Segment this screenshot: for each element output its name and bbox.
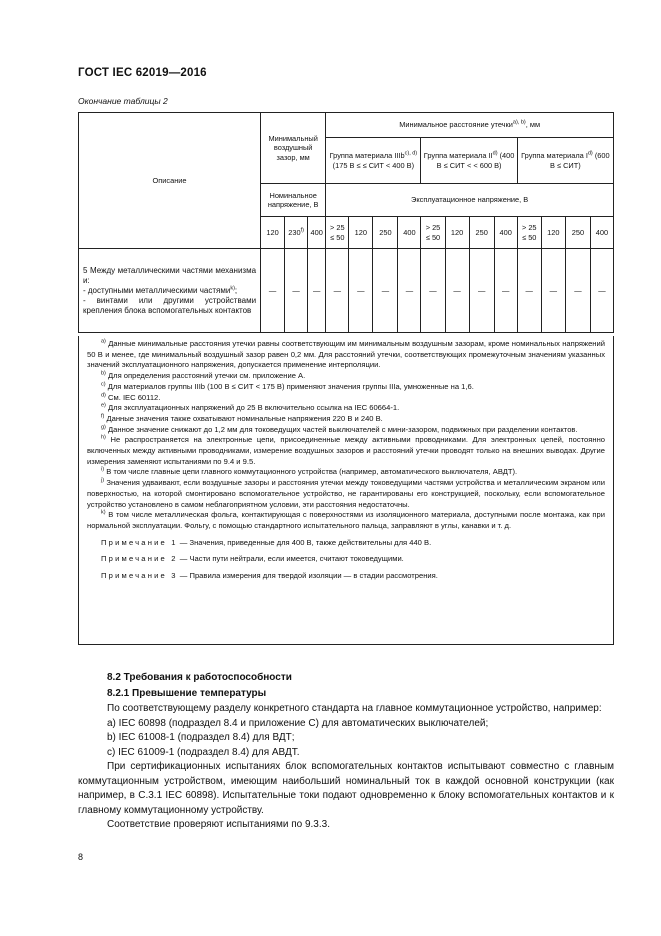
- paragraph: По соответствующему разделу конкретного стандарта на главное коммутационное устройство, например:: [107, 703, 602, 714]
- section-title: 8.2 Требования к работоспособности: [107, 672, 292, 683]
- voltage-cell: > 25 ≤ 50: [326, 217, 349, 249]
- voltage-cell: 250: [373, 217, 398, 249]
- table-cell-dash: —: [285, 249, 308, 333]
- voltage-cell: > 25 ≤ 50: [517, 217, 541, 249]
- voltage-cell: 250: [469, 217, 494, 249]
- header-min-creepage: Минимальное расстояние утечки$^{a), b)}$, мм: [326, 113, 614, 138]
- table-caption: Окончание таблицы 2: [78, 96, 168, 106]
- row-5-line-1: 5 Между металлическими частями механизма и:: [83, 265, 257, 285]
- voltage-cell: 250: [565, 217, 590, 249]
- header-operational-voltage: Эксплуатационное напряжение, В: [326, 184, 614, 217]
- page-number: 8: [78, 852, 84, 862]
- footnote: $^{g)}$ Данное значение снижают до 1,2 мм для токоведущих частей выключателей с мини-зазором, подвижных при разделении контактов.: [101, 424, 578, 434]
- table-note: Примечание 3 — Правила измерения для твердой изоляции — в стадии рассмотрения.: [101, 571, 438, 581]
- voltage-cell: 400: [590, 217, 613, 249]
- table-cell-dash: —: [590, 249, 613, 333]
- footnote: $^{e)}$ Для эксплуатационных напряжений до 25 В включительно ссылка на IEC 60664-1.: [101, 402, 400, 413]
- table-cell-dash: —: [349, 249, 373, 333]
- list-item: b) IEC 61008-1 (подраздел 8.4) для ВДТ;: [107, 732, 295, 743]
- row-5-line-3: - винтами или другими устройствами крепления блока вспомогательных контактов: [83, 295, 257, 315]
- list-item: a) IEC 60898 (подраздел 8.4 и приложение С) для автоматических выключателей;: [107, 717, 489, 729]
- footnote: $^{h)}$ Не распространяется на электронные цепи, присоединенные между активными проводниками. Для электронных цепей, постоянно включенных между активными проводниками, измерение воздушных зазоров и расстояний утечки проводят только на внешних выводах. Другие измерения заменяют испытаниями по 9.4 и 9.5.: [87, 434, 605, 466]
- voltage-cell: > 25 ≤ 50: [421, 217, 445, 249]
- document-header: ГОСТ IEC 62019—2016: [78, 67, 207, 79]
- clearance-table: [78, 112, 614, 333]
- table-footnotes: [78, 336, 614, 645]
- table-cell-dash: —: [421, 249, 445, 333]
- table-cell-dash: —: [517, 249, 541, 333]
- footnote: $^{k)}$ В том числе металлическая фольга, контактирующая с поверхностями из изоляционного материала, доступными после монтажа, как при нормальной эксплуатации. Фольгу, с помощью стандартного испытательного пальца, заправляют в углы, канавки и т. д.: [87, 509, 605, 530]
- table-cell-dash: —: [373, 249, 398, 333]
- list-item: c) IEC 61009-1 (подраздел 8.4) для АВДТ.: [107, 746, 300, 758]
- table-cell-dash: —: [398, 249, 421, 333]
- header-group-1: Группа материала $I^{d)}$ (600 В ≤ СИТ): [517, 138, 613, 184]
- footnote: $^{a)}$ Данные минимальные расстояния утечки равны соответствующим им минимальным воздушным зазорам, кроме номинальных напряжений 50 В и менее, где минимальный воздушный зазор равен 0,2 мм. Для расстояний утечки, соответствующих промежуточным значениям указанных значений эксплуатационного напряжения, допускается применение интерполяции.: [87, 338, 605, 370]
- row-5-description: [79, 249, 261, 333]
- table-cell-dash: —: [308, 249, 326, 333]
- voltage-cell: 230$^{f)}$: [285, 217, 308, 249]
- row-5-line-2: - доступными металлическими частями$^{k)}$;: [83, 284, 238, 295]
- footnote: $^{j)}$ Значения удваивают, если воздушные зазоры и расстояния утечки между токоведущими частями устройства и металлическим экраном или поверхностью, на которой смонтировано вспомогательное устройство, не гарантированы его конструкцией, поскольку, если вспомогательное устройство установлено в самом неблагоприятном условии, эти расстояния недостаточны.: [87, 477, 605, 509]
- header-rated-voltage: Номинальное напряжение, В: [261, 184, 326, 217]
- table-cell-dash: —: [326, 249, 349, 333]
- footnote: $^{f)}$ Данные значения также охватывают номинальные напряжения 220 В и 240 В.: [101, 413, 383, 423]
- footnote: $^{b)}$ Для определения расстояний утечки см. приложение А.: [101, 370, 306, 381]
- voltage-cell: 120: [261, 217, 285, 249]
- table-cell-dash: —: [494, 249, 517, 333]
- table-cell-dash: —: [541, 249, 565, 333]
- voltage-cell: 120: [349, 217, 373, 249]
- header-min-air-gap: Минимальный воздушный зазор, мм: [261, 113, 326, 184]
- table-cell-dash: —: [565, 249, 590, 333]
- voltage-cell: 120: [445, 217, 469, 249]
- voltage-cell: 400: [398, 217, 421, 249]
- table-cell-dash: —: [261, 249, 285, 333]
- section-body: [78, 702, 614, 833]
- table-cell-dash: —: [445, 249, 469, 333]
- voltage-cell: 400: [308, 217, 326, 249]
- table-note: Примечание 1 — Значения, приведенные для 400 В, также действительны для 440 В.: [101, 537, 432, 547]
- footnote: $^{i)}$ В том числе главные цепи главного коммутационного устройства (например, автоматического выключателя, АВДТ).: [101, 466, 518, 477]
- voltage-cell: 120: [541, 217, 565, 249]
- header-description: Описание: [79, 113, 261, 249]
- subsection-title: 8.2.1 Превышение температуры: [107, 688, 267, 699]
- table-cell-dash: —: [469, 249, 494, 333]
- paragraph: При сертификационных испытаниях блок вспомогательных контактов испытывают совместно с главным коммутационным устройством, имеющим наибольший номинальный ток в каждой основной конструкции (как например, в С.3.1 IEC 60898). Испытательные токи подают одновременно к блоку вспомогательных контактов и к главному коммутационному устройству.: [78, 761, 614, 816]
- header-group-3: Группа материала IIIb$^{c), d)}$ (175 В ≤ ≤ СИТ < 400 В): [326, 138, 421, 184]
- paragraph: Соответствие проверяют испытаниями по 9.3.3.: [107, 819, 330, 830]
- table-note: Примечание 2 — Части пути нейтрали, если имеется, считают токоведущими.: [101, 554, 404, 564]
- footnote: $^{d)}$ См. IEC 60112.: [101, 391, 161, 402]
- footnote: $^{c)}$ Для материалов группы IIIb (100 В ≤ СИТ < 175 В) применяют значения группы IIIa, умноженные на 1,6.: [101, 381, 474, 391]
- voltage-cell: 400: [494, 217, 517, 249]
- header-group-2: Группа материала II$^{d)}$ (400 В ≤ СИТ < < 600 В): [421, 138, 517, 184]
